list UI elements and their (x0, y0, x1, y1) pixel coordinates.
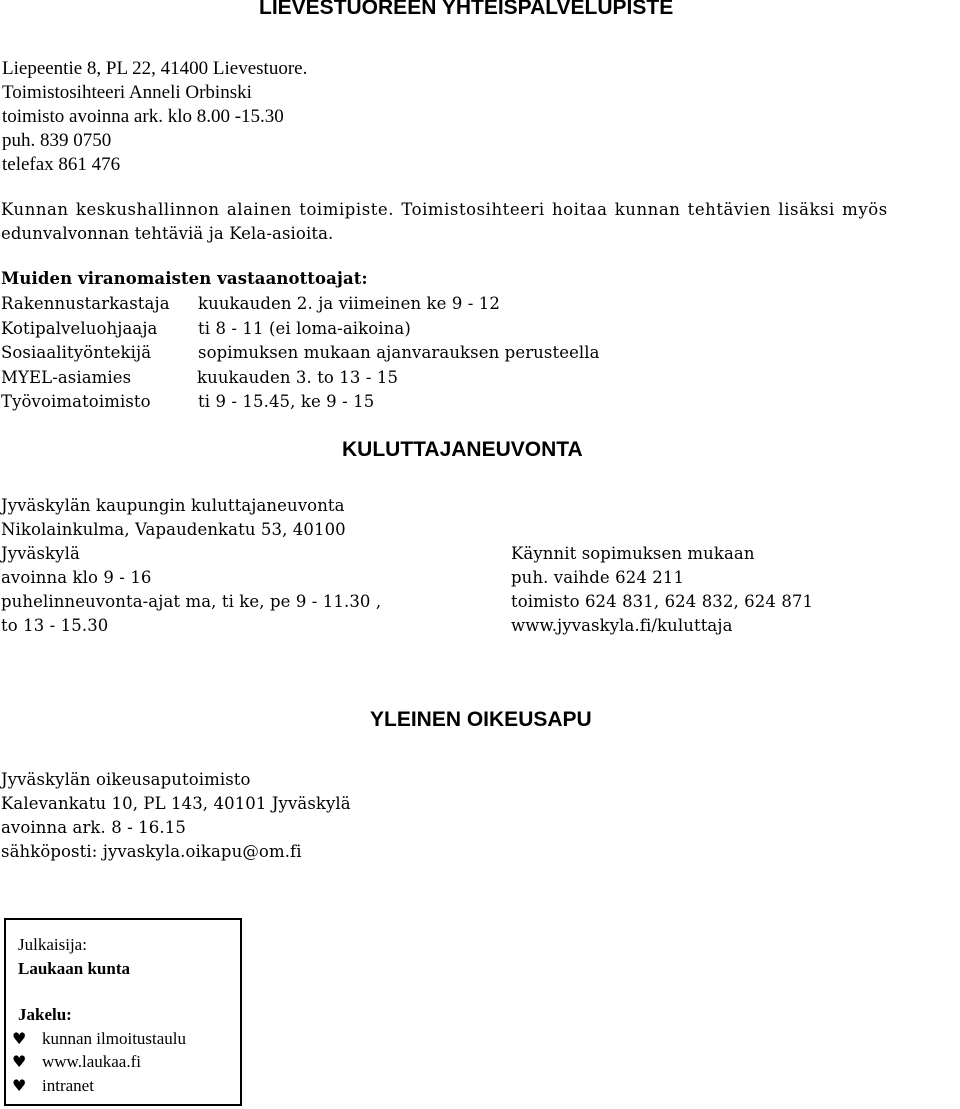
consumer-line: to 13 - 15.30 (1, 616, 109, 635)
consumer-line: Jyväskylä (1, 544, 80, 563)
reception-time: kuukauden 2. ja viimeinen ke 9 - 12 (198, 294, 500, 313)
consumer-line: Jyväskylän kaupungin kuluttajaneuvonta (1, 496, 345, 515)
publisher-box (4, 918, 242, 1106)
heart-bullet-icon: ♥ (12, 1052, 27, 1071)
section-heading-kuluttajaneuvonta: KULUTTAJANEUVONTA (342, 438, 583, 461)
distribution-item: kunnan ilmoitustaulu (42, 1029, 187, 1048)
reception-time: kuukauden 3. to 13 - 15 (197, 367, 399, 387)
description-line: Kunnan keskushallinnon alainen toimipiste. Toimistosihteeri hoitaa kunnan tehtävien lisäksi myös (1, 200, 888, 219)
reception-role: Työvoimatoimisto (1, 392, 151, 411)
consumer-advice-right (511, 542, 813, 638)
address-line: Toimistosihteeri Anneli Orbinski (2, 82, 252, 103)
reception-role: Rakennustarkastaja (1, 294, 170, 313)
legal-aid-line: Kalevankatu 10, PL 143, 40101 Jyväskylä (1, 794, 351, 813)
address-line: toimisto avoinna ark. klo 8.00 -15.30 (2, 106, 284, 127)
reception-row (1, 366, 701, 391)
consumer-line: puhelinneuvonta-ajat ma, ti ke, pe 9 - 11.30 , (1, 592, 382, 611)
legal-aid-line: Jyväskylän oikeusaputoimisto (1, 770, 251, 789)
description-line: edunvalvonnan tehtäviä ja Kela-asioita. (1, 224, 334, 243)
reception-role: Sosiaalityöntekijä (1, 343, 152, 362)
fax-line: telefax 861 476 (2, 154, 121, 175)
consumer-line: avoinna klo 9 - 16 (1, 568, 152, 587)
legal-aid-block (1, 768, 351, 864)
consumer-website: www.jyvaskyla.fi/kuluttaja (511, 616, 733, 635)
reception-row (1, 317, 701, 342)
reception-row (1, 292, 701, 317)
reception-row (1, 341, 701, 366)
heart-bullet-icon: ♥ (12, 1076, 27, 1095)
distribution-label: Jakelu: (18, 1005, 72, 1024)
consumer-line: Nikolainkulma, Vapaudenkatu 53, 40100 (1, 520, 346, 539)
description-block (1, 198, 888, 246)
receptions-title: Muiden viranomaisten vastaanottoajat: (1, 269, 368, 288)
distribution-item: www.laukaa.fi (42, 1052, 141, 1071)
address-line: Liepeentie 8, PL 22, 41400 Lievestuore. (2, 58, 308, 79)
consumer-line: Käynnit sopimuksen mukaan (511, 544, 755, 563)
reception-time: ti 9 - 15.45, ke 9 - 15 (198, 392, 375, 411)
section-heading-oikeusapu: YLEINEN OIKEUSAPU (370, 708, 592, 731)
reception-role: Kotipalveluohjaaja (1, 318, 158, 338)
reception-time: ti 8 - 11 (ei loma-aikoina) (198, 318, 411, 338)
reception-time: sopimuksen mukaan ajanvarauksen perusteella (198, 343, 600, 362)
consumer-line: puh. vaihde 624 211 (511, 568, 685, 587)
section-heading-yhteispalvelupiste: LIEVESTUOREEN YHTEISPALVELUPISTE (259, 0, 674, 19)
reception-role: MYEL-asiamies (1, 367, 132, 387)
heart-bullet-icon: ♥ (12, 1029, 27, 1048)
address-block (2, 57, 307, 177)
receptions-table (1, 292, 701, 415)
consumer-line: toimisto 624 831, 624 832, 624 871 (511, 592, 814, 611)
legal-aid-line: avoinna ark. 8 - 16.15 (1, 818, 186, 837)
consumer-advice-left (1, 494, 381, 638)
distribution-item: intranet (42, 1076, 94, 1095)
legal-aid-email: sähköposti: jyvaskyla.oikapu@om.fi (1, 842, 302, 861)
publisher-label: Julkaisija: (18, 935, 87, 954)
publisher-name: Laukaan kunta (18, 959, 130, 978)
phone-line: puh. 839 0750 (2, 130, 112, 151)
reception-row (1, 390, 701, 415)
